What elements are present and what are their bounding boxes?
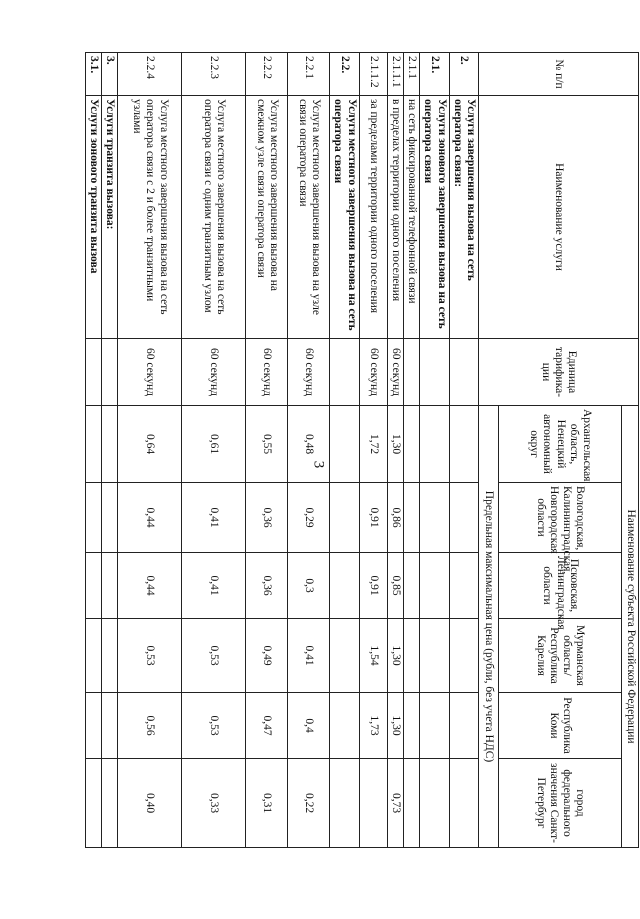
table-row: [118, 53, 182, 848]
row-unit: 60 секунд: [288, 339, 330, 406]
row-value: 0,53: [182, 619, 246, 693]
page-number: 3: [310, 460, 327, 469]
row-value: [85, 553, 101, 619]
row-service-name: Услуга местного завершения вызова на сеть оператора связи с 2 и более транзитными узлами: [118, 96, 182, 339]
table-row: [288, 53, 330, 848]
row-value: 0,91: [359, 553, 387, 619]
header-region: Архангельская область, Ненецкий автономный округ: [499, 406, 622, 483]
tariff-table: [85, 52, 639, 848]
row-value: 0,3: [288, 553, 330, 619]
row-value: [102, 693, 118, 759]
row-unit: [420, 339, 449, 406]
row-unit: 60 секунд: [246, 339, 288, 406]
row-service-name: Услуги зонового транзита вызова: [85, 96, 101, 339]
row-unit: [330, 339, 359, 406]
row-value: [403, 619, 419, 693]
row-number: 2.2.3: [182, 53, 246, 96]
row-number: 2.2.2: [246, 53, 288, 96]
row-value: 0,33: [182, 759, 246, 848]
row-value: 0,40: [118, 759, 182, 848]
row-value: [330, 759, 359, 848]
row-value: [449, 406, 478, 483]
row-value: [330, 553, 359, 619]
header-region: Мурманская область/ Республика Карелия: [499, 619, 622, 693]
header-region: Республика Коми: [499, 693, 622, 759]
row-value: [420, 619, 449, 693]
row-value: [449, 759, 478, 848]
row-value: [449, 483, 478, 553]
row-unit: [85, 339, 101, 406]
table-row: [330, 53, 359, 848]
row-value: [85, 619, 101, 693]
row-number: 2.2.1: [288, 53, 330, 96]
row-value: [330, 693, 359, 759]
row-value: [85, 406, 101, 483]
row-number: 2.2.: [330, 53, 359, 96]
row-unit: [102, 339, 118, 406]
header-num: № п/п: [479, 53, 639, 96]
table-row: [85, 53, 101, 848]
row-unit: [449, 339, 478, 406]
row-value: 0,91: [359, 483, 387, 553]
header-region: Вологодская, Калининградская, Новгородская области: [499, 483, 622, 553]
row-unit: [403, 339, 419, 406]
row-value: 0,36: [246, 483, 288, 553]
row-service-name: в пределах территории одного поселения: [387, 96, 403, 339]
rotated-table-container: [68, 52, 639, 847]
row-number: 2.1.1.1: [387, 53, 403, 96]
row-value: 0,49: [246, 619, 288, 693]
row-number: 2.1.: [420, 53, 449, 96]
header-subject-group: Наименование субъекта Российской Федерации: [622, 406, 639, 848]
row-value: 0,29: [288, 483, 330, 553]
row-number: 3.1.: [85, 53, 101, 96]
row-value: 0,73: [387, 759, 403, 848]
row-value: 1,30: [387, 619, 403, 693]
row-number: 3.: [102, 53, 118, 96]
row-value: [403, 483, 419, 553]
row-value: 0,53: [118, 619, 182, 693]
row-service-name: Услуги завершения вызова на сеть оператора связи:: [449, 96, 478, 339]
row-value: 0,47: [246, 693, 288, 759]
header-price-caption: Предельная максимальная цена (рубли, без учета НДС): [479, 406, 499, 848]
row-value: 0,41: [182, 553, 246, 619]
header-region: Псковская, Ленинградская области: [499, 553, 622, 619]
row-unit: 60 секунд: [118, 339, 182, 406]
row-value: 0,41: [182, 483, 246, 553]
row-value: [102, 406, 118, 483]
row-value: 0,61: [182, 406, 246, 483]
row-value: 0,36: [246, 553, 288, 619]
header-unit: Единица тарифика-ции: [479, 339, 639, 406]
row-value: [102, 483, 118, 553]
row-value: [102, 619, 118, 693]
table-row: [387, 53, 403, 848]
row-value: [403, 406, 419, 483]
row-value: 1,30: [387, 406, 403, 483]
row-value: 0,86: [387, 483, 403, 553]
table-row: [246, 53, 288, 848]
row-value: [330, 619, 359, 693]
row-value: [102, 553, 118, 619]
row-unit: 60 секунд: [387, 339, 403, 406]
row-value: [85, 693, 101, 759]
row-value: 0,55: [246, 406, 288, 483]
row-value: [420, 406, 449, 483]
row-value: [420, 759, 449, 848]
table-row: [403, 53, 419, 848]
row-value: [403, 693, 419, 759]
row-value: [85, 483, 101, 553]
row-value: 0,53: [182, 693, 246, 759]
row-value: [85, 759, 101, 848]
row-service-name: Услуга местного завершения вызова на узле связи оператора связи: [288, 96, 330, 339]
table-row: [102, 53, 118, 848]
row-value: [403, 553, 419, 619]
row-value: 0,4: [288, 693, 330, 759]
row-value: [403, 759, 419, 848]
table-row: [359, 53, 387, 848]
row-unit: 60 секунд: [182, 339, 246, 406]
row-value: 0,41: [288, 619, 330, 693]
header-region: город федерального значения Санкт-Петербург: [499, 759, 622, 848]
row-service-name: Услуги зонового завершения вызова на сеть оператора связи: [420, 96, 449, 339]
row-number: 2.1.1.2: [359, 53, 387, 96]
row-service-name: Услуги транзита вызова:: [102, 96, 118, 339]
row-service-name: на сеть фиксированной телефонной связи: [403, 96, 419, 339]
row-value: 0,56: [118, 693, 182, 759]
row-value: 0,44: [118, 553, 182, 619]
row-service-name: Услуга местного завершения вызова на смежном узле связи оператора связи: [246, 96, 288, 339]
row-value: [420, 553, 449, 619]
row-value: 0,44: [118, 483, 182, 553]
row-number: 2.1.1: [403, 53, 419, 96]
row-value: 1,72: [359, 406, 387, 483]
row-service-name: Услуги местного завершения вызова на сеть оператора связи: [330, 96, 359, 339]
row-value: [449, 553, 478, 619]
row-value: [102, 759, 118, 848]
row-value: [359, 759, 387, 848]
row-value: [420, 483, 449, 553]
table-row: [449, 53, 478, 848]
row-value: [449, 619, 478, 693]
header-service-name: Наименование услуги: [479, 96, 639, 339]
row-value: 1,73: [359, 693, 387, 759]
row-number: 2.: [449, 53, 478, 96]
table-row: [182, 53, 246, 848]
row-number: 2.2.4: [118, 53, 182, 96]
row-value: [449, 693, 478, 759]
row-value: 0,48: [288, 406, 330, 483]
row-value: [330, 406, 359, 483]
row-unit: 60 секунд: [359, 339, 387, 406]
table-row: [420, 53, 449, 848]
row-value: [420, 693, 449, 759]
row-value: 0,85: [387, 553, 403, 619]
row-service-name: Услуга местного завершения вызова на сеть оператора связи с одним транзитным узлом: [182, 96, 246, 339]
row-service-name: за пределами территории одного поселения: [359, 96, 387, 339]
row-value: 0,31: [246, 759, 288, 848]
row-value: 0,64: [118, 406, 182, 483]
row-value: 0,22: [288, 759, 330, 848]
row-value: [330, 483, 359, 553]
row-value: 1,54: [359, 619, 387, 693]
row-value: 1,30: [387, 693, 403, 759]
